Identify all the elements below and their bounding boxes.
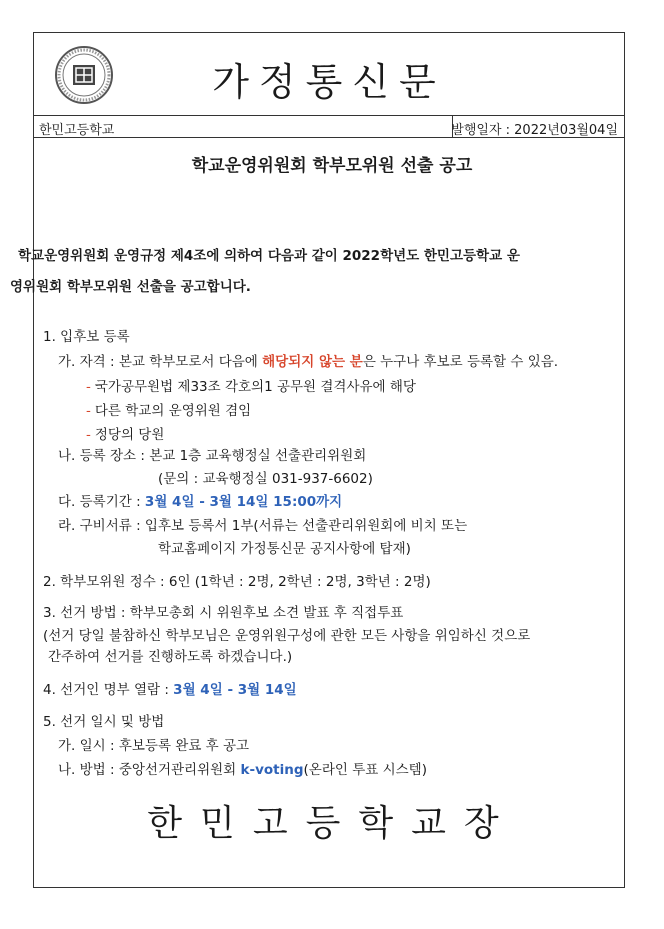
section-5-heading: 5. 선거 일시 및 방법	[43, 714, 165, 730]
page-title: 가정통신문	[212, 60, 446, 104]
school-name: 한민고등학교	[39, 123, 115, 138]
issue-date: 발행일자 : 2022년03월04일	[451, 123, 618, 138]
notice-title: 학교운영위원회 학부모위원 선출 공고	[191, 156, 473, 176]
registration-place: 나. 등록 장소 : 본교 1층 교육행정실 선출관리위원회	[58, 448, 367, 464]
qualification-line: 가. 자격 : 본교 학부모로서 다음에 해당되지 않는 분은 누구나 후보로 등록할 수 있음.	[58, 354, 559, 370]
list-item: - 다른 학교의 운영위원 겸임	[86, 403, 252, 419]
list-item: - 국가공무원법 제33조 각호의1 공무원 결격사유에 해당	[86, 379, 416, 395]
section-3-note-2: 간주하여 선거를 진행하도록 하겠습니다.)	[48, 649, 293, 665]
required-documents-cont: 학교홈페이지 가정통신문 공지사항에 탑재)	[158, 541, 411, 557]
section-2-quota: 2. 학부모위원 정수 : 6인 (1학년 : 2명, 2학년 : 2명, 3학년 : 2명)	[43, 574, 431, 590]
election-date: 가. 일시 : 후보등록 완료 후 공고	[58, 738, 250, 754]
principal-signature-line: 한민고등학교장	[147, 803, 517, 844]
k-voting-emphasis: k-voting	[240, 762, 304, 778]
section-1-heading: 1. 입후보 등록	[43, 329, 130, 345]
section-4-voter-list: 4. 선거인 명부 열람 : 3월 4일 - 3월 14일	[43, 682, 297, 698]
section-3-note-1: (선거 당일 불참하신 학부모님은 운영위원구성에 관한 모든 사항을 위임하신 것으로	[43, 628, 531, 644]
contact-info: (문의 : 교육행정실 031-937-6602)	[158, 471, 373, 487]
registration-period: 다. 등록기간 : 3월 4일 - 3월 14일 15:00까지	[58, 494, 343, 510]
election-method: 나. 방법 : 중앙선거관리위원회 k-voting(온라인 투표 시스템)	[58, 762, 427, 778]
not-applicable-emphasis: 해당되지 않는 분	[262, 354, 363, 370]
letterhead	[34, 33, 624, 116]
intro-line-1: 학교운영위원회 운영규정 제4조에 의하여 다음과 같이 2022학년도 한민고등학교 운	[18, 248, 520, 264]
period-emphasis: 3월 4일 - 3월 14일 15:00까지	[144, 494, 343, 510]
info-bar	[34, 116, 624, 138]
intro-line-2: 영위원회 학부모위원 선출을 공고합니다.	[10, 279, 251, 295]
section-3-heading: 3. 선거 방법 : 학부모총회 시 위원후보 소견 발표 후 직접투표	[43, 605, 404, 621]
voter-list-period: 3월 4일 - 3월 14일	[173, 682, 297, 698]
required-documents: 라. 구비서류 : 입후보 등록서 1부(서류는 선출관리위원회에 비치 또는	[58, 518, 468, 534]
list-item: - 정당의 당원	[86, 427, 165, 443]
